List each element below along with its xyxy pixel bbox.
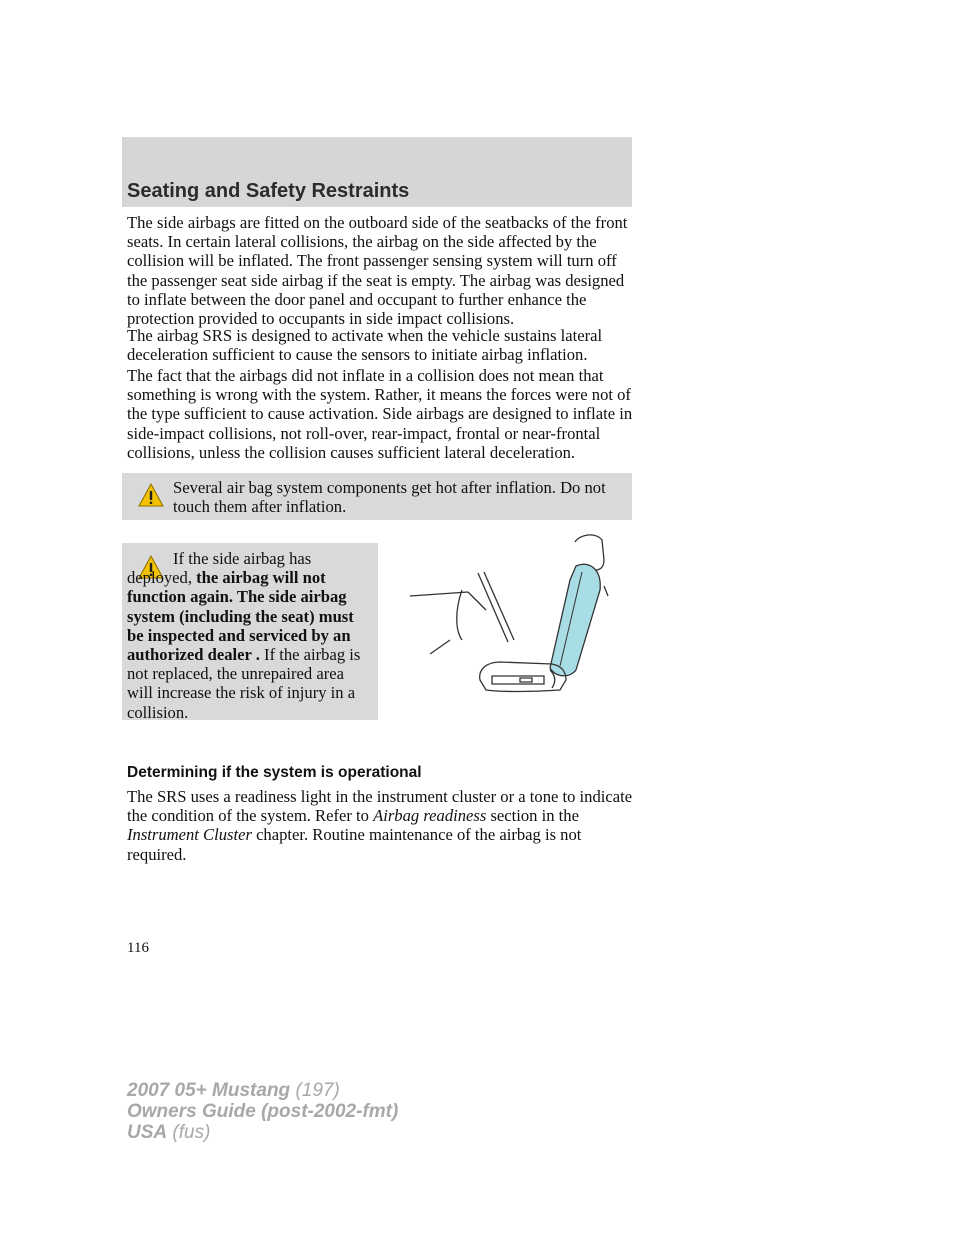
section-title: Seating and Safety Restraints xyxy=(127,180,410,202)
readiness-text-part2: section in the xyxy=(486,806,579,826)
readiness-text-part1: The SRS uses a readiness light in the instrument cluster or a tone to indicate the condition of the system. Refer to xyxy=(127,787,633,826)
footer-model-code: (197) xyxy=(290,1080,340,1101)
paragraph-readiness-light xyxy=(127,787,637,864)
footer-model: 2007 05+ Mustang xyxy=(127,1080,291,1101)
warning-text-rest: If the airbag is not replaced, the unrepaired area will increase the risk of injury in a collision. xyxy=(127,645,361,722)
paragraph-airbag-not-inflated: The fact that the airbags did not inflate in a collision does not mean that something is wrong with the system. Rather, it means the forces were not of the type sufficient to cause activation. Side airbags are designed to inflate in side-impact collisions, not roll-over, rear-impact, frontal or near-frontal collisions, unless the collision causes sufficient lateral deceleration. xyxy=(127,366,633,462)
warning-box-deployed-airbag xyxy=(122,543,378,720)
readiness-text-part3: chapter. Routine maintenance of the airbag is not required. xyxy=(127,825,582,864)
warning-box-hot-components xyxy=(122,473,632,520)
seat-side-airbag-illustration xyxy=(400,530,630,700)
document-footer xyxy=(127,1080,398,1143)
reference-instrument-cluster: Instrument Cluster xyxy=(127,825,252,845)
paragraph-srs-activation: The airbag SRS is designed to activate when the vehicle sustains lateral deceleration sufficient to cause the sensors to initiate airbag inflation. xyxy=(127,326,603,365)
footer-market-code: (fus) xyxy=(167,1122,211,1143)
paragraph-side-airbags-fitted: The side airbags are fitted on the outboard side of the seatbacks of the front seats. In certain lateral collisions, the airbag on the side affected by the collision will be inflated. The front passenger sensing system will turn off the passenger seat side airbag if the seat is empty. The airbag was designed to inflate between the door panel and occupant to further enhance the protection provided to occupants in side impact collisions. xyxy=(127,213,628,329)
warning-text-emphasis: the airbag will not function again. The side airbag system (including the seat) must be inspected and serviced by an authorized dealer . xyxy=(127,568,354,665)
footer-guide-format: Owners Guide (post-2002-fmt) xyxy=(127,1101,399,1122)
reference-airbag-readiness: Airbag readiness xyxy=(373,806,487,826)
warning-triangle-icon xyxy=(138,483,164,507)
warning-text-deployed-airbag xyxy=(127,549,373,722)
warning-text-intro: If the side airbag has deployed, xyxy=(127,549,312,588)
page-number: 116 xyxy=(127,940,149,956)
operational-heading: Determining if the system is operational xyxy=(127,764,422,781)
warning-text-hot-components: Several air bag system components get hot after inflation. Do not touch them after inflation. xyxy=(173,478,606,517)
footer-market: USA xyxy=(127,1122,168,1143)
